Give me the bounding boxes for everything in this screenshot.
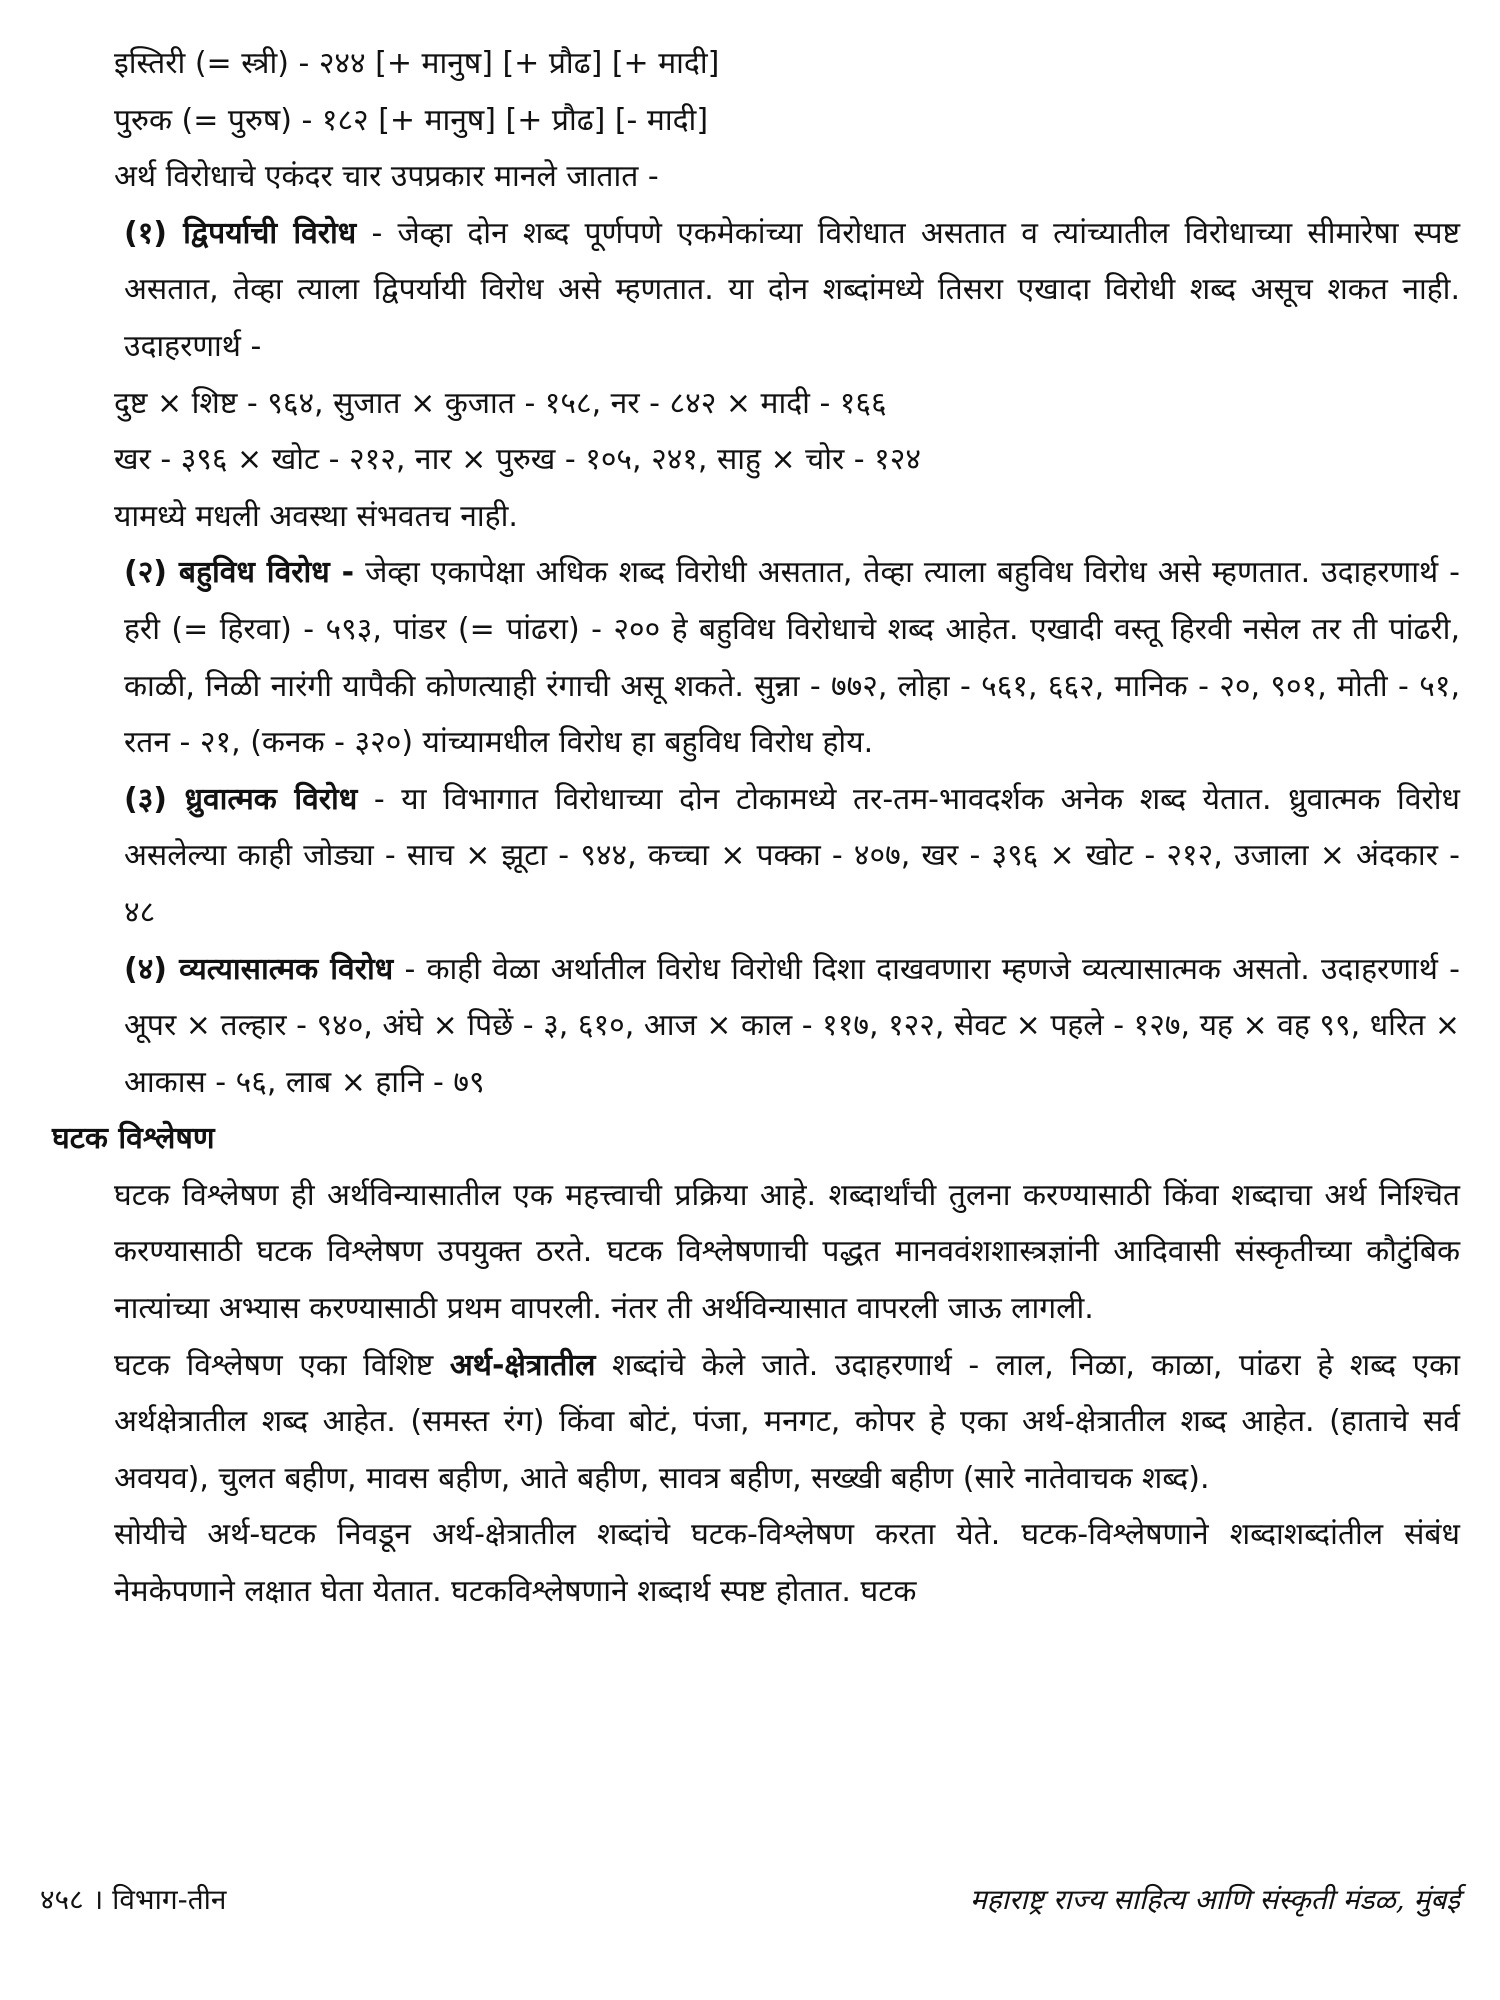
type-4-paragraph (52, 942, 1460, 1112)
section-paragraph-2 (52, 1338, 1460, 1508)
example-line: पुरुक (= पुरुष) - १८२ [+ मानुष] [+ प्रौढ] [- मादी] (114, 102, 709, 138)
example-line: दुष्ट × शिष्ट - ९६४, सुजात × कुजात - १५८, नर - ८४२ × मादी - १६६ (114, 385, 887, 421)
type-2-body: जेव्हा एकापेक्षा अधिक शब्द विरोधी असतात, तेव्हा त्याला बहुविध विरोध असे म्हणतात. उदाहरणार्थ - हरी (= हिरवा) - ५९३, पांडर (= पांढरा) - २०० हे बहुविध विरोधाचे शब्द आहेत. एखादी वस्तू हिरवी नसेल तर ती पांढरी, काळी, निळी नारंगी यापैकी कोणत्याही रंगाची असू शकते. सुन्ना - ७७२, लोहा - ५६१, ६६२, मानिक - २०, ९०१, मोती - ५१, रतन - २१, (कनक - ३२०) यांच्यामधील विरोध हा बहुविध विरोध होय. (124, 555, 1460, 761)
type-2-paragraph (52, 545, 1460, 771)
footer-publisher: महाराष्ट्र राज्य साहित्य आणि संस्कृती मंडळ, मुंबई (970, 1883, 1460, 1916)
type-2-heading: (२) बहुविध विरोध - (124, 555, 355, 591)
example-line: खर - ३९६ × खोट - २१२, नार × पुरुख - १०५, २४१, साहु × चोर - १२४ (114, 442, 921, 478)
type-4-heading: (४) व्यत्यासात्मक विरोध (124, 951, 394, 987)
section-paragraph-3: सोयीचे अर्थ-घटक निवडून अर्थ-क्षेत्रातील शब्दांचे घटक-विश्लेषण करता येते. घटक-विश्लेषणाने शब्दाशब्दांतील संबंध नेमकेपणाने लक्षात घेता येतात. घटकविश्लेषणाने शब्दार्थ स्पष्ट होतात. घटक (114, 1517, 1460, 1610)
type-1-heading: (१) द्विपर्याची विरोध (124, 215, 357, 251)
page-footer (40, 1880, 1460, 1918)
type-1-body: - जेव्हा दोन शब्द पूर्णपणे एकमेकांच्या विरोधात असतात व त्यांच्यातील विरोधाच्या सीमारेषा स्पष्ट असतात, तेव्हा त्याला द्विपर्यायी विरोध असे म्हणतात. या दोन शब्दांमध्ये तिसरा एखादा विरोधी शब्द असूच शकत नाही. उदाहरणार्थ - (124, 215, 1460, 364)
para2-start: घटक विश्लेषण एका विशिष्ट (114, 1347, 450, 1383)
page-content (52, 36, 1460, 1621)
example-line: यामध्ये मधली अवस्था संभवतच नाही. (114, 498, 518, 534)
type-3-body: - या विभागात विरोधाच्या दोन टोकामध्ये तर-तम-भावदर्शक अनेक शब्द येतात. ध्रुवात्मक विरोध असलेल्या काही जोड्या - साच × झूटा - ९४४, कच्चा × पक्का - ४०७, खर - ३९६ × खोट - २१२, उजाला × अंदकार - ४८ (124, 781, 1460, 930)
section-heading: घटक विश्लेषण (52, 1121, 215, 1157)
type-3-paragraph (52, 772, 1460, 942)
section-paragraph-1: घटक विश्लेषण ही अर्थविन्यासातील एक महत्त्वाची प्रक्रिया आहे. शब्दार्थांची तुलना करण्यासाठी किंवा शब्दाचा अर्थ निश्चित करण्यासाठी घटक विश्लेषण उपयुक्त ठरते. घटक विश्लेषणाची पद्धत मानववंशशास्त्रज्ञांनी आदिवासी संस्कृतीच्या कौटुंबिक नात्यांच्या अभ्यास करण्यासाठी प्रथम वापरली. नंतर ती अर्थविन्यासात वापरली जाऊ लागली. (114, 1177, 1460, 1327)
type-3-heading: (३) ध्रुवात्मक विरोध (124, 781, 358, 817)
intro-line: अर्थ विरोधाचे एकंदर चार उपप्रकार मानले जातात - (114, 159, 659, 195)
type-1-paragraph (52, 206, 1460, 376)
para2-rest: शब्दांचे केले जाते. उदाहरणार्थ - लाल, निळा, काळा, पांढरा हे शब्द एका अर्थक्षेत्रातील शब्द आहेत. (समस्त रंग) किंवा बोटं, पंजा, मनगट, कोपर हे एका अर्थ-क्षेत्रातील शब्द आहेत. (हाताचे सर्व अवयव), चुलत बहीण, मावस बहीण, आते बहीण, सावत्र बहीण, सख्खी बहीण (सारे नातेवाचक शब्द). (114, 1347, 1460, 1496)
footer-page-number: ४५८ । विभाग-तीन (40, 1883, 227, 1916)
example-line: इस्तिरी (= स्त्री) - २४४ [+ मानुष] [+ प्रौढ] [+ मादी] (114, 46, 720, 81)
type-4-body: - काही वेळा अर्थातील विरोध विरोधी दिशा दाखवणारा म्हणजे व्यत्यासात्मक असतो. उदाहरणार्थ - अूपर × तल्हार - ९४०, अंघे × पिछें - ३, ६१०, आज × काल - ११७, १२२, सेवट × पहले - १२७, यह × वह ९९, धरित × आकास - ५६, लाब × हानि - ७९ (124, 951, 1460, 1100)
para2-bold-term: अर्थ-क्षेत्रातील (449, 1347, 596, 1383)
